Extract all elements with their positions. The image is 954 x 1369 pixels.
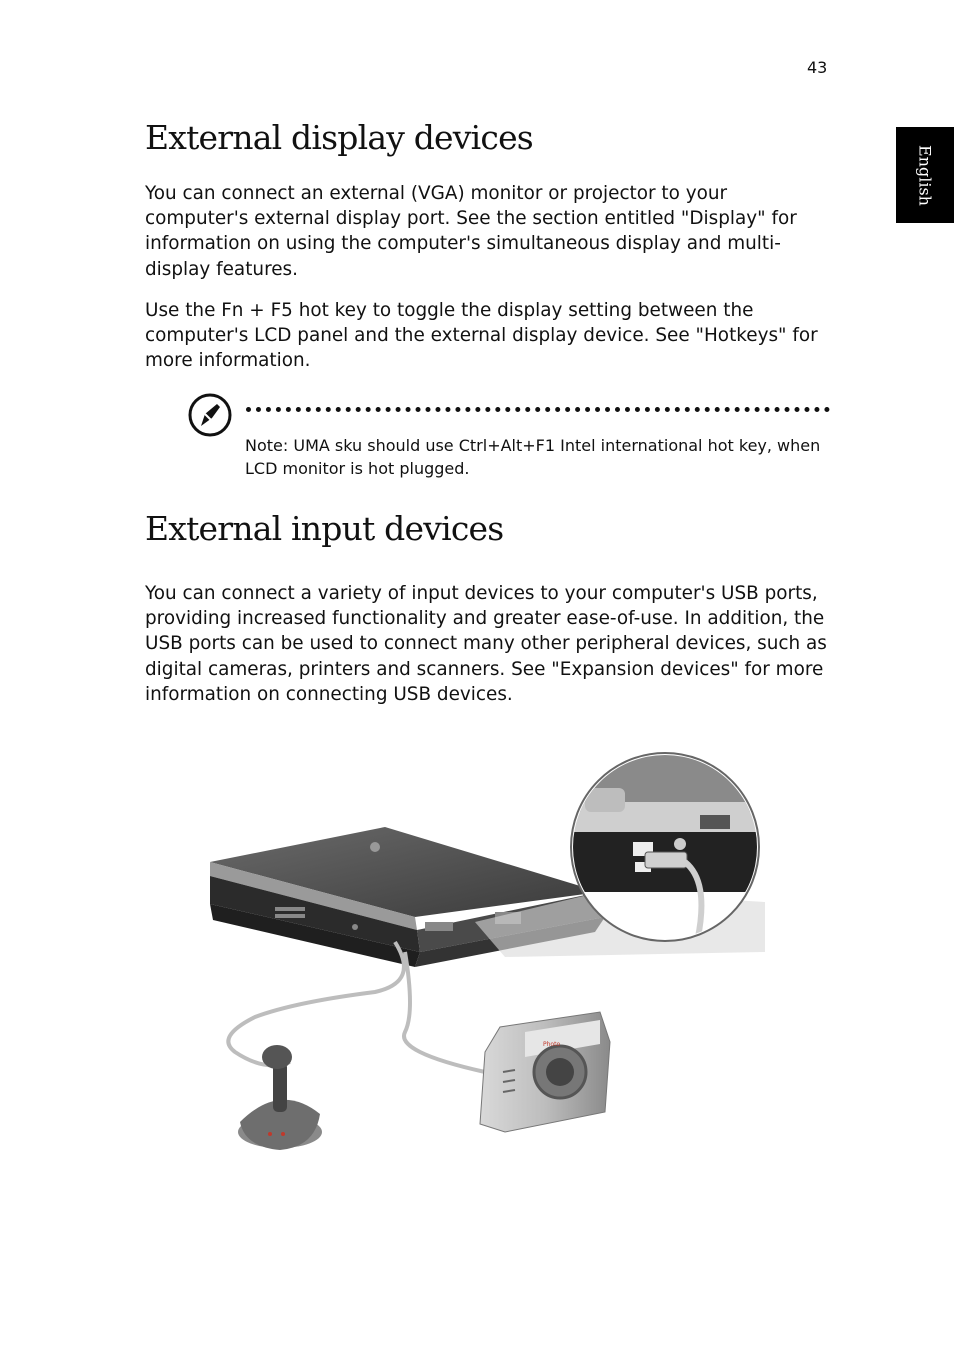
camera-label: Photo [543,1041,561,1048]
page-number: 43 [807,58,828,77]
language-tab-label: English [915,144,935,206]
note-icon [186,393,234,441]
section-heading-display: External display devices [145,118,533,157]
display-paragraph-2: Use the Fn + F5 hot key to toggle the display setting between the computer's LCD panel and the external display device. See "Hotkeys" for more information. [145,300,818,372]
note-divider [246,407,830,412]
note-label: Note [245,436,283,455]
language-tab [896,127,954,223]
digital-camera-image [480,1012,610,1132]
section-heading-input: External input devices [145,509,504,548]
usb-devices-illustration [205,752,765,1152]
note-body: : UMA sku should use Ctrl+Alt+F1 Intel international hot key, when LCD monitor is hot plugged. [245,436,821,478]
input-paragraph-1: You can connect a variety of input devices to your computer's USB ports, providing increased functionality and greater ease-of-use. In addition, the USB ports can be used to connect many other peripheral devices, such as digital cameras, printers and scanners. See "Expansion devices" for more information on connecting USB devices. [145,583,827,705]
display-paragraph-1: You can connect an external (VGA) monitor or projector to your computer's external display port. See the section entitled "Display" for information on using the computer's simultaneous display and multi-display features. [145,183,797,280]
note-text [245,434,835,480]
